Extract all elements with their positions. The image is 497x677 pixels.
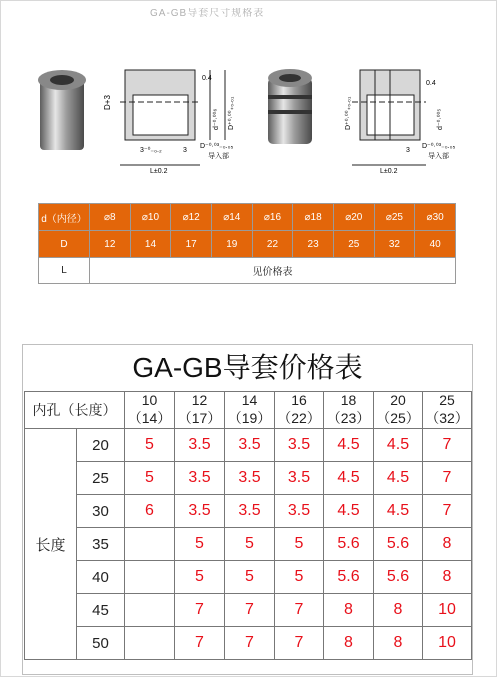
price-cell: 10 xyxy=(423,627,472,660)
right-angle-label: 0.4 xyxy=(426,80,436,87)
left-L-label: L±0.2 xyxy=(150,168,168,175)
spec-D-cell: 23 xyxy=(293,231,334,258)
price-cell: 10 xyxy=(423,594,472,627)
bushing-photo-left xyxy=(38,70,86,150)
price-cell: 8 xyxy=(374,594,423,627)
price-cell xyxy=(125,627,175,660)
right-L-label: L±0.2 xyxy=(380,168,398,175)
price-cell: 3.5 xyxy=(275,429,324,462)
bushing-photo-right xyxy=(268,69,312,144)
spec-D-cell: 40 xyxy=(415,231,456,258)
right-three-label: 3 xyxy=(406,147,410,154)
price-cell: 7 xyxy=(423,429,472,462)
spec-D-cell: 25 xyxy=(333,231,374,258)
price-col-header: 20（25） xyxy=(374,392,423,429)
price-cell: 3.5 xyxy=(275,462,324,495)
right-D-tol2: D⁻⁰·⁰³₋₀.₀₅ xyxy=(422,143,456,150)
price-cell: 5.6 xyxy=(374,528,423,561)
price-cell: 8 xyxy=(423,561,472,594)
price-cell: 5 xyxy=(275,528,324,561)
left-d-tol: d⁻⁰·⁰⁰⁶ xyxy=(213,108,220,130)
price-row xyxy=(25,594,472,627)
price-cell: 3.5 xyxy=(175,462,225,495)
price-table xyxy=(24,391,472,660)
price-cell: 6 xyxy=(125,495,175,528)
spec-D-cell: 17 xyxy=(171,231,212,258)
spec-d-label: d（内径） xyxy=(39,204,90,231)
spec-d-cell: ⌀14 xyxy=(211,204,252,231)
price-cell: 3.5 xyxy=(225,462,275,495)
price-cell: 3.5 xyxy=(175,429,225,462)
price-cell xyxy=(125,528,175,561)
price-row xyxy=(25,561,472,594)
price-length-cell: 50 xyxy=(77,627,125,660)
price-length-cell: 45 xyxy=(77,594,125,627)
left-groove-label: 3⁻⁰₋₀.₂ xyxy=(140,147,162,154)
price-cell: 7 xyxy=(225,627,275,660)
price-cell: 4.5 xyxy=(324,495,374,528)
price-col-header: 16（22） xyxy=(275,392,324,429)
price-cell: 7 xyxy=(225,594,275,627)
left-d3-label: D+3 xyxy=(103,95,112,110)
price-cell: 5.6 xyxy=(374,561,423,594)
price-cell: 5.6 xyxy=(324,528,374,561)
price-cell xyxy=(125,594,175,627)
price-length-cell: 30 xyxy=(77,495,125,528)
price-cell: 5 xyxy=(175,561,225,594)
price-cell: 4.5 xyxy=(324,429,374,462)
spec-d-cell: ⌀20 xyxy=(333,204,374,231)
price-length-cell: 20 xyxy=(77,429,125,462)
price-cell: 5 xyxy=(125,462,175,495)
price-cell: 3.5 xyxy=(225,429,275,462)
price-col-header: 25（32） xyxy=(423,392,472,429)
price-cell: 5 xyxy=(175,528,225,561)
price-row xyxy=(25,429,472,462)
spec-d-cell: ⌀8 xyxy=(90,204,131,231)
price-cell: 7 xyxy=(423,462,472,495)
price-length-cell: 35 xyxy=(77,528,125,561)
price-cell: 3.5 xyxy=(275,495,324,528)
section-drawing-left xyxy=(120,70,225,165)
price-cell: 5.6 xyxy=(324,561,374,594)
price-length-cell: 40 xyxy=(77,561,125,594)
price-cell: 3.5 xyxy=(175,495,225,528)
left-lead-label: 导入部 xyxy=(208,153,229,160)
price-header-row xyxy=(25,392,472,429)
price-table-title: GA-GB导套价格表 xyxy=(132,352,363,383)
price-row xyxy=(25,495,472,528)
price-panel xyxy=(22,344,473,675)
technical-drawing xyxy=(30,40,470,180)
spec-D-label: D xyxy=(39,231,90,258)
price-cell: 4.5 xyxy=(374,429,423,462)
spec-row-D xyxy=(39,231,456,258)
spec-D-cell: 22 xyxy=(252,231,293,258)
spec-row-L xyxy=(39,258,456,284)
price-cell: 5 xyxy=(275,561,324,594)
spec-d-cell: ⌀10 xyxy=(130,204,171,231)
spec-D-cell: 32 xyxy=(374,231,415,258)
spec-d-cell: ⌀18 xyxy=(293,204,334,231)
price-cell: 7 xyxy=(275,627,324,660)
price-row xyxy=(25,627,472,660)
left-angle-label: 0.4 xyxy=(202,75,212,82)
spec-L-note: 见价格表 xyxy=(90,258,456,284)
section-drawing-right xyxy=(352,70,426,165)
price-cell: 7 xyxy=(175,627,225,660)
price-cell: 8 xyxy=(324,594,374,627)
spec-D-cell: 12 xyxy=(90,231,131,258)
spec-d-cell: ⌀30 xyxy=(415,204,456,231)
price-row xyxy=(25,462,472,495)
price-cell: 7 xyxy=(423,495,472,528)
price-cell: 8 xyxy=(324,627,374,660)
left-three-label: 3 xyxy=(183,147,187,154)
spec-D-cell: 14 xyxy=(130,231,171,258)
right-lead-label: 导入部 xyxy=(428,153,449,160)
price-cell: 8 xyxy=(423,528,472,561)
price-cell xyxy=(125,561,175,594)
price-cell: 5 xyxy=(225,561,275,594)
price-cell: 7 xyxy=(175,594,225,627)
price-length-cell: 25 xyxy=(77,462,125,495)
price-col-header: 10（14） xyxy=(125,392,175,429)
left-D-tol2: D⁻⁰·⁰³₋₀.₀₅ xyxy=(200,143,234,150)
spec-D-cell: 19 xyxy=(211,231,252,258)
right-D-tol: D⁺⁰·⁰⁰₊₀.₀₁ xyxy=(345,96,352,130)
price-cell: 5 xyxy=(125,429,175,462)
spec-d-cell: ⌀16 xyxy=(252,204,293,231)
price-cell: 8 xyxy=(374,627,423,660)
spec-table xyxy=(38,203,456,284)
price-cell: 5 xyxy=(225,528,275,561)
spec-d-cell: ⌀12 xyxy=(171,204,212,231)
price-col-header: 18（23） xyxy=(324,392,374,429)
spec-L-label: L xyxy=(39,258,90,284)
right-d-tol: d⁻⁰·⁰⁰⁵ xyxy=(437,108,444,130)
price-col-header: 12（17） xyxy=(175,392,225,429)
price-cell: 3.5 xyxy=(225,495,275,528)
price-cell: 4.5 xyxy=(374,495,423,528)
price-row-group-label: 长度 xyxy=(25,429,77,660)
price-cell: 4.5 xyxy=(324,462,374,495)
price-cell: 7 xyxy=(275,594,324,627)
left-D-tol: D⁺⁰·⁰⁰₊₀.₀₁ xyxy=(228,96,235,130)
price-row xyxy=(25,528,472,561)
spec-row-d xyxy=(39,204,456,231)
header-text: GA-GB导套尺寸规格表 xyxy=(150,8,265,19)
spec-d-cell: ⌀25 xyxy=(374,204,415,231)
price-col-header: 14（19） xyxy=(225,392,275,429)
price-cell: 4.5 xyxy=(374,462,423,495)
price-corner-label: 内孔（长度） xyxy=(25,392,125,429)
